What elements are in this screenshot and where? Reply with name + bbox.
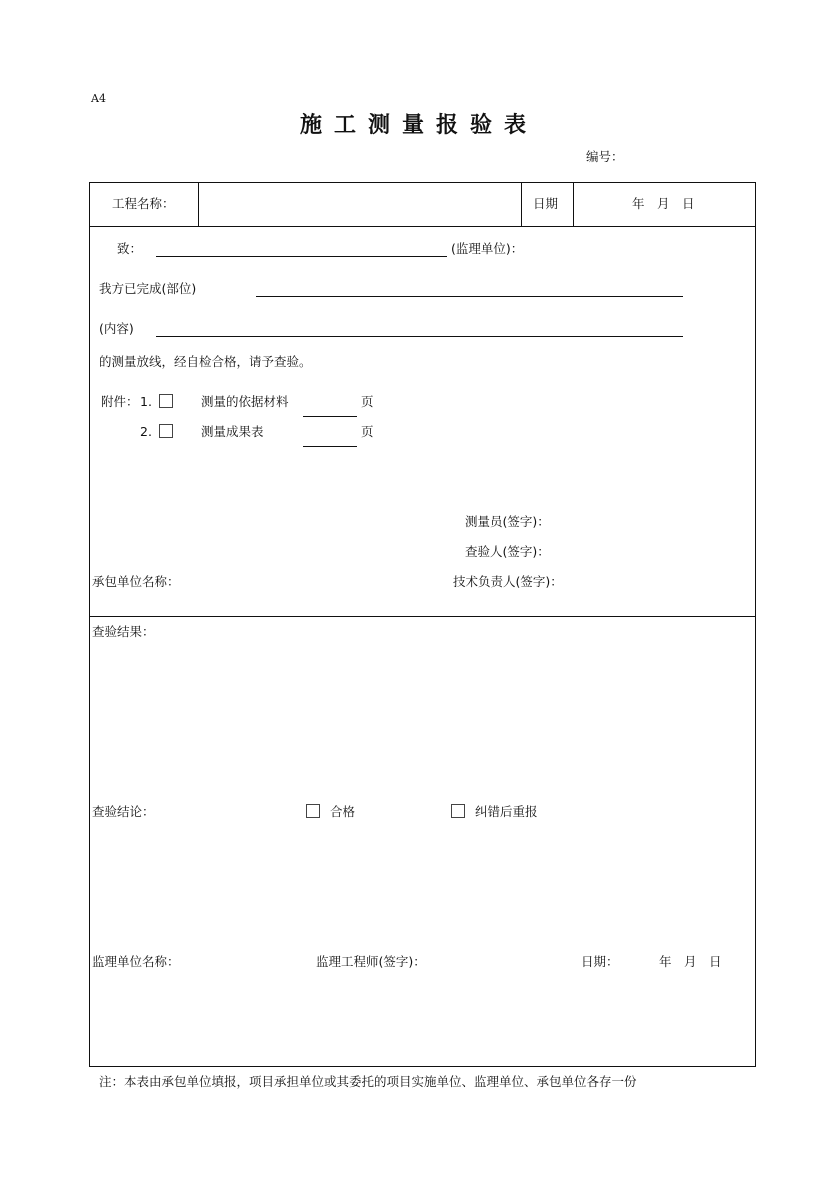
- inspector-sign-label: 查验人(签字)：: [465, 544, 550, 559]
- form-table: [89, 182, 756, 1067]
- date-value[interactable]: 年 月 日: [632, 196, 695, 211]
- content-label: (内容): [99, 321, 134, 336]
- attachment-number: 2.: [140, 424, 152, 439]
- divider: [89, 616, 755, 617]
- supervisor-unit-field[interactable]: [156, 256, 447, 257]
- attachment-2-checkbox[interactable]: [159, 424, 173, 438]
- content-field[interactable]: [156, 336, 683, 337]
- pass-label: 合格: [330, 804, 356, 819]
- completed-label: 我方已完成(部位): [99, 281, 197, 296]
- engineer-sign-label: 监理工程师(签字)：: [316, 954, 426, 969]
- divider: [198, 182, 199, 226]
- statement-text: 的测量放线，经自检合格，请予查验。: [99, 354, 312, 369]
- page-title: 施工测量报验表: [299, 112, 538, 138]
- footer-note: 注：本表由承包单位填报，项目承担单位或其委托的项目实施单位、监理单位、承包单位各存一份: [99, 1074, 637, 1089]
- location-field[interactable]: [256, 296, 683, 297]
- supervisor-unit-label: 监理单位名称：: [92, 954, 180, 969]
- to-label: 致：: [117, 241, 143, 256]
- conclusion-label: 查验结论：: [92, 804, 155, 819]
- number-label: 编号：: [586, 149, 624, 164]
- supervisor-suffix: (监理单位)：: [451, 241, 524, 256]
- project-name-field[interactable]: [200, 184, 520, 225]
- attachment-1-pages-field[interactable]: [303, 416, 357, 417]
- attachment-1-checkbox[interactable]: [159, 394, 173, 408]
- surveyor-sign-label: 测量员(签字)：: [465, 514, 550, 529]
- date-label: 日期: [533, 196, 559, 211]
- pass-checkbox[interactable]: [306, 804, 320, 818]
- result-label: 查验结果：: [92, 624, 155, 639]
- resubmit-checkbox[interactable]: [451, 804, 465, 818]
- divider: [89, 226, 755, 227]
- project-name-label: 工程名称：: [112, 196, 175, 211]
- attachment-number: 1.: [140, 394, 152, 409]
- paper-size-label: A4: [91, 92, 106, 105]
- page-unit: 页: [361, 394, 374, 409]
- tech-lead-sign-label: 技术负责人(签字)：: [453, 574, 563, 589]
- divider: [521, 182, 522, 226]
- attachments-label: 附件：: [101, 394, 139, 409]
- result-date-label: 日期：: [581, 954, 619, 969]
- divider: [573, 182, 574, 226]
- result-date-value[interactable]: 年 月 日: [659, 954, 722, 969]
- attachment-label: 测量成果表: [201, 424, 264, 439]
- contractor-name-label: 承包单位名称：: [92, 574, 180, 589]
- attachment-2-pages-field[interactable]: [303, 446, 357, 447]
- resubmit-label: 纠错后重报: [475, 804, 538, 819]
- attachment-label: 测量的依据材料: [201, 394, 289, 409]
- page-unit: 页: [361, 424, 374, 439]
